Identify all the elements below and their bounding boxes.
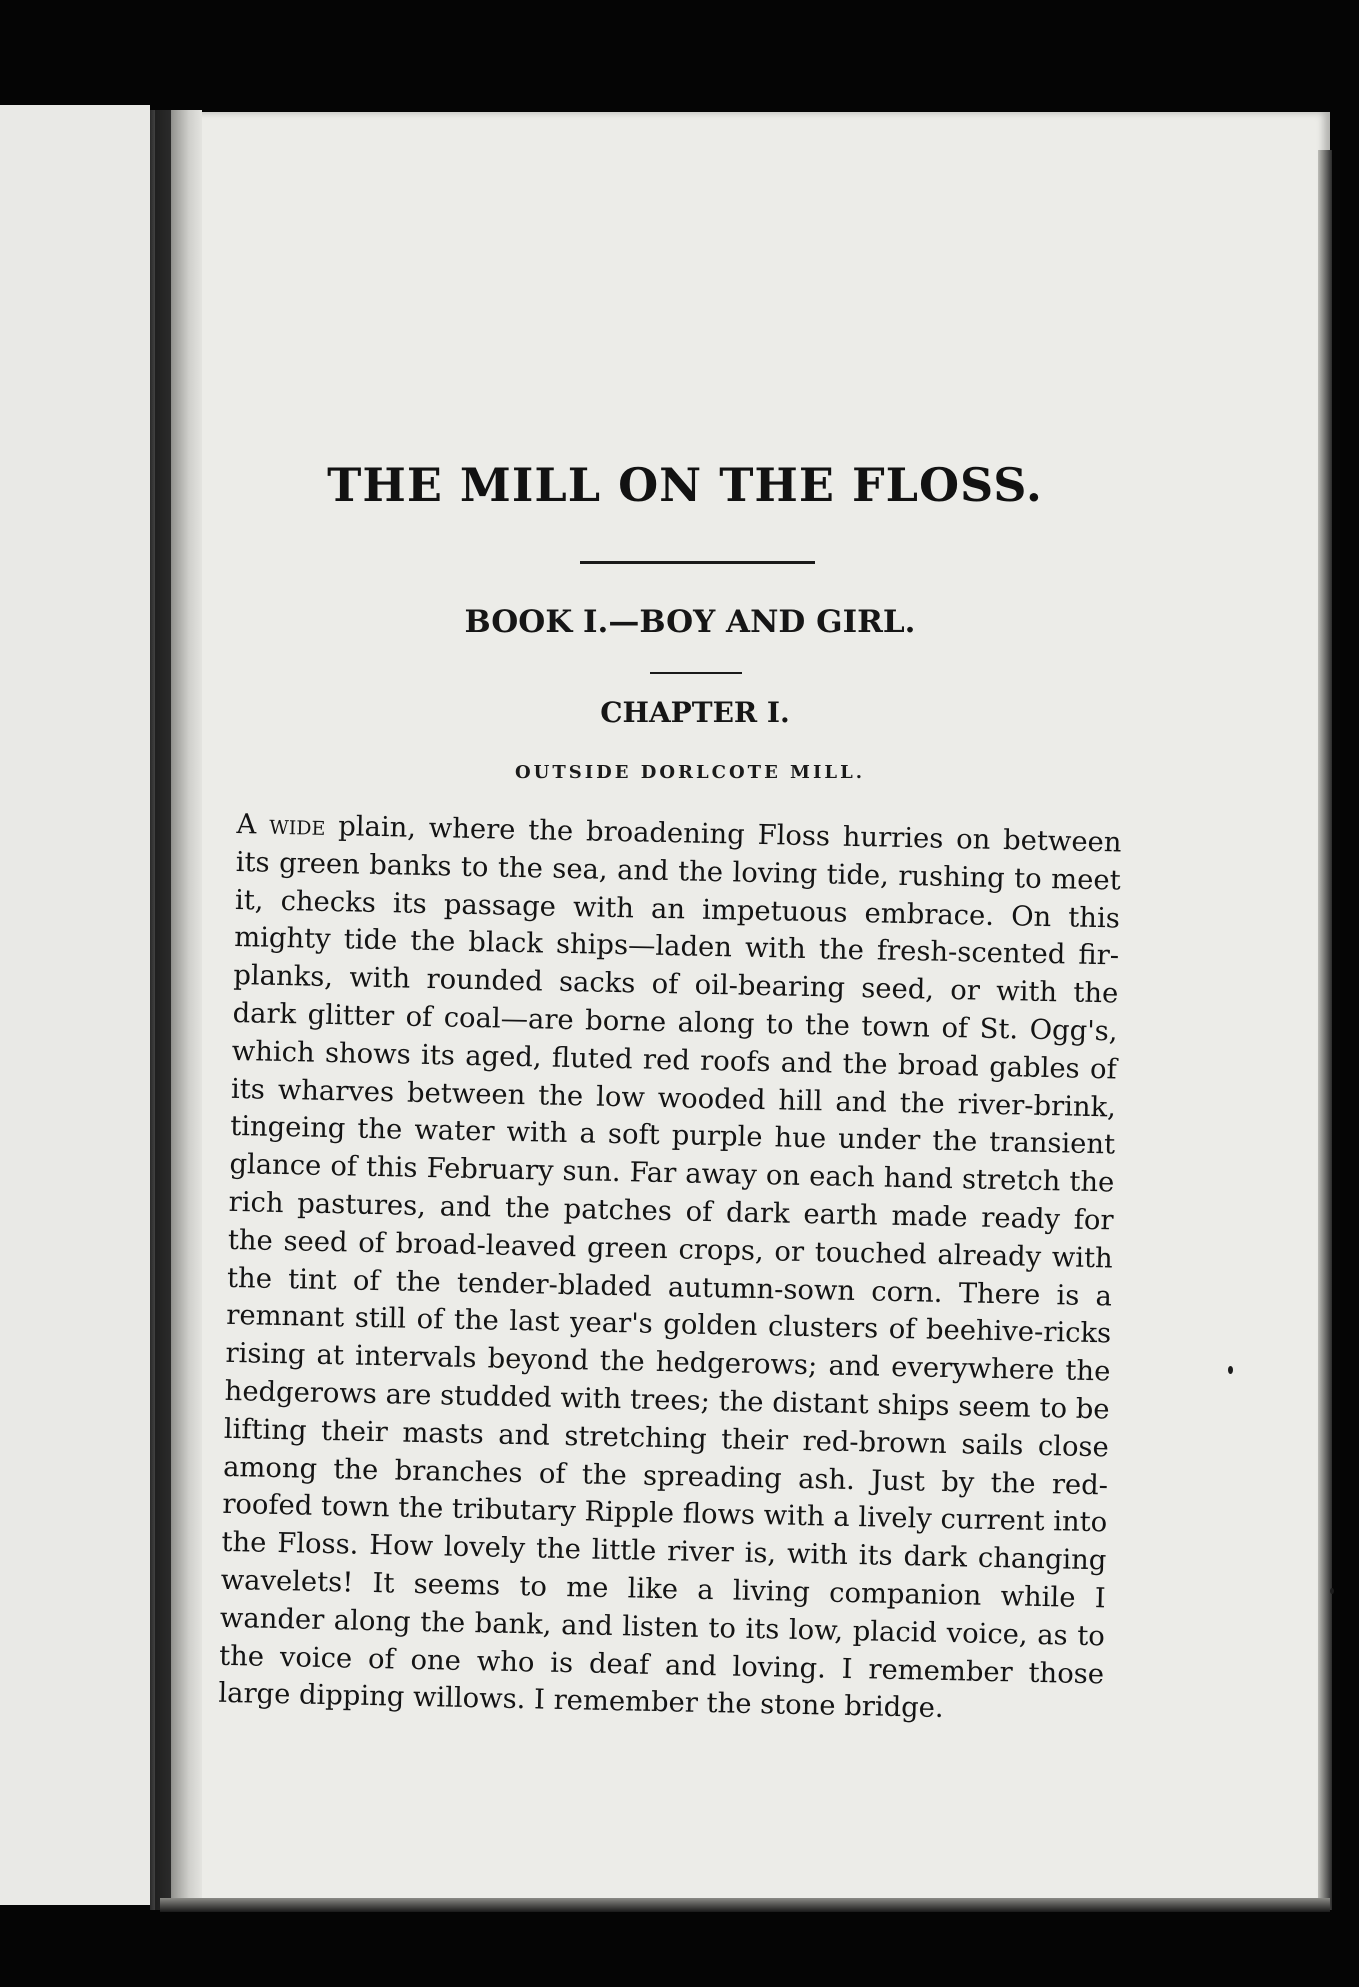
book-title: THE MILL ON THE FLOSS. [327,458,1043,512]
body-text: plain, where the broadening Floss hurries on between its green banks to the sea, and the loving tide, rushing to meet it, checks its passage with an impetuous embrace. On this mighty tide the black ships—laden with the fresh-scented fir-planks, with rounded sacks of oil-bearing seed, or with the dark glitter of coal—are borne along to the town of St. Ogg's, which shows its aged, fluted red roofs and the broad gables of its wharves between the low wooded hill and the river-brink, tingeing the water with a soft purple hue under the transient glance of this February sun. Far away on each hand stretch the rich pastures, and the patches of dark earth made ready for the seed of broad-leaved green crops, or touched already with the tint of the tender-bladed autumn-sown corn. There is a remnant still of the last year's golden clusters of beehive-ricks rising at intervals beyond the hedgerows; and everywhere the hedgerows are studded with trees; the distant ships seem to be lifting their masts and stretching their red-brown sails close among the branches of the spreading ash. Just by the red-roofed town the tributary Ripple flows with a lively current into the Floss. How lovely the little river is, with its dark changing wavelets! It seems to me like a living companion while I wander along the bank, and listen to its low, placid voice, as to the voice of one who is deaf and loving. I remember those large dipping willows. I remember the stone bridge. [218,810,1122,1725]
page-edge [1318,150,1332,1910]
body-paragraph [218,806,1122,1731]
title-rule [580,561,815,564]
heading-rule [650,672,742,674]
lead-word: A wide [236,808,326,842]
scan-speck [1228,1366,1233,1374]
book-heading: BOOK I.—BOY AND GIRL. [464,604,916,640]
facing-page [0,105,150,1905]
chapter-title: OUTSIDE DORLCOTE MILL. [514,762,865,783]
scan-speck [1330,1588,1334,1594]
page-bottom-edge [160,1898,1330,1912]
spine-shadow [155,110,171,1910]
chapter-heading: CHAPTER I. [600,696,790,729]
